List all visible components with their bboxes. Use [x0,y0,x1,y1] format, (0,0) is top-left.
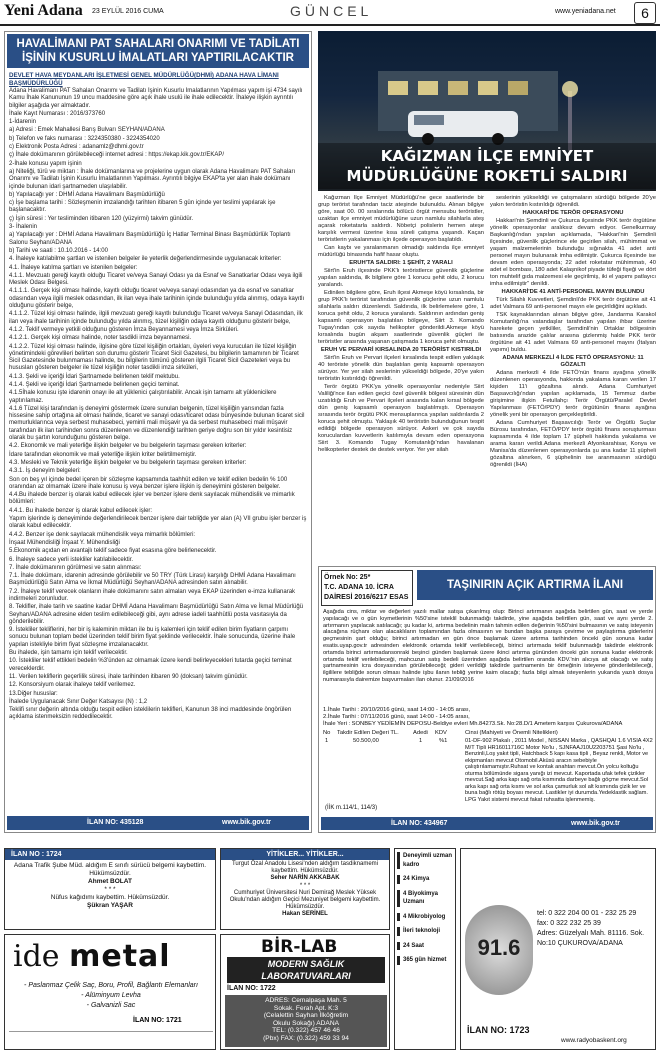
airport-subtitle: DEVLET HAVA MEYDANLARI İŞLETMESİ GENEL MÜDÜRLÜĞÜ(DHMİ) ADANA HAVA LİMANI BAŞMÜDÜRLÜĞÜ [9,72,279,87]
airport-body-paragraph: 4.1.1.2. Tüzel kişi olması halinde, ilgili mevzuatı gereği kayıtlı bulunduğu Ticaret ve/veya Sanayi Odasından, ilk ilan veya ihale tarihinin içinde bulunduğu yılda alınmış, tüzel kişiliğin odaya kayıtlı olduğunu gösterir belge, [9,311,303,325]
airport-body-paragraph: 4.3. Mesleki ve Teknik yeterliğe ilişkin belgeler ve bu belgelerin taşıması gereken kriterler: [9,459,247,466]
idemetal-brand2: metal [69,939,171,974]
birlab-ilan: İLAN NO: 1722 [227,985,276,992]
birlab-address-line: ADRES: Cemalpaşa Mah. 5 [265,997,347,1004]
airport-body-paragraph: 11. Verilen tekliflerin geçerlilik süresi, ihale tarihinden itibaren 90 (doksan) takvim günüdür. [9,673,248,680]
airport-body-paragraph: 10. İstekliler teklif ettikleri bedelin %3'ünden az olmamak üzere kendi belirleyecekleri tutarda geçici teminat vereceklerdir. [9,658,292,672]
news-paragraph: Terör örgütü PKK'ya yönelik operasyonlar nedeniyle Siirt Valiliği'nce ilan edilen geçici özel güvenlik bölgesi süresinin dün uzatıldığı Eruh ve Pervari ilçeleri arasında kalan kırsal bölgede dün geniş kapsamlı operasyon başlatılmıştı. Operasyon sırasında terör örgütü PKK mensuplarınca yapılan saldırılarda 2 koruca şehit olmuştu. Yaklaşık 40 teröristin bulunduğunun tespit edildiği bölgede operasyon sürüyor. Askeri ve çok sayıda koruculardan kuvvetlerin katılımıyla devam eden operasyona Siirt 3. Komando Tugay Komutanlığı'ndan havalanan helikopterler destek de destek veriyor. Yer yer silah [318,384,484,453]
airport-body-paragraph: 4.1.1. Mevzuatı gereği kayıtlı olduğu Ticaret ve/veya Sanayi Odası ya da Esnaf ve Sanatkarlar Odası veya ilgili Meslek Odası Belgesi. [9,272,303,287]
airport-body-paragraph: 7.1. İhale dokümanı, idarenin adresinde görülebilir ve 50 TRY (Türk Lirası) karşılığı DHMİ Adana Havalimanı Başmüdürlüğü Satın Alma ve İkmal Müdürlüğü Seyhan/ADANA adresinden satın alınabilir. [9,573,296,587]
airport-body-paragraph: 4.1.3. Şekli ve içeriği İdari Şartnamede belirlenen teklif mektubu. [9,373,180,380]
news-paragraph: Türk Silahlı Kuvvetleri, Şemdinli'de PKK terör örgütüne ait 41 adet Valmara 69 anti-personel mayın ele geçirildiğini açıkladı. [490,297,656,310]
airport-body-paragraph: 4.1.5İhale konusu işte idarenin onayı ile alt yüklenici çalıştırılabilir. Ancak işin tamamı alt yüklenicilere yaptırılamaz. [9,390,277,404]
news-paragraph: Siirt'in Eruh ilçesinde PKK'lı teröristlerce güvenlik güçlerine yapılan saldırıda, ilk bilgilere göre 1 korucu şehit oldu, 2 korucu yaralandı. [318,268,484,288]
birlab-address-line: (Celalettin Sayhan İlköğretim [263,1012,349,1020]
airport-title-line1: HAVALİMANI PAT SAHALARI ONARIMI VE TADİLATI [16,38,300,50]
radio-logo [465,905,533,995]
feature-item: 24 Saat [397,942,453,951]
ad-radio [460,848,656,1050]
kagizman-column-1 [318,195,484,559]
airport-body-paragraph: 4.4.1. Bu ihalede benzer iş olarak kabul edilecek işler: [9,507,153,514]
auction-case-line: T.C. ADANA 10. İCRA [324,584,394,591]
airport-ilan-bar [7,816,309,830]
news-paragraph: seslerinin yükseldiği ve çatışmaların sürdüğü bölgede 20'ye yakın teröristin kıstırıldığı öğrenildi. [490,195,656,208]
th-desc: Cinsi (Mahiyeti ve Önemli Nitelikleri) [465,730,558,736]
feature-item: 4 Mikrobiyolog [397,913,453,922]
feature-item: İleri teknoloji [397,927,453,936]
news-paragraph: TSK kaynaklarından alınan bilgiye göre, Jandarma Karakol Komutanlığı'na vatandaşlar tarafından yapılan ihbar üzerine harekete geçen yetkililer, Şemdinli'nin Ortaklar bölgesinin batısında arazide çalılar arasına gizlenmiş halde PKK terör örgütüne ait 41 adet Valmara 69 anti-personel mayını (İtalyan yapımı) buldu. [490,312,656,353]
newspaper-logo: Yeni Adana [4,2,83,19]
birlab-address-line: Sokak. Ferah Apt. K:3 [273,1004,339,1012]
td-kdv: %1 [439,738,448,744]
radio-web: www.radyobaskent.org [561,1037,627,1044]
subheading: ERUH VE PERVARİ KIRSALINDA 20 TERÖRİST KISTIRILDI [320,347,482,353]
idemetal-ilan: İLAN NO: 1721 [129,1015,213,1027]
airport-body-paragraph: c) İşe başlama tarihi : Sözleşmenin imzalandığı tarihten itibaren 5 gün içinde yer teslimi yapılarak işe başlanacaktır. [9,200,276,214]
idemetal-lines [5,981,217,1011]
birlab-sub [227,957,385,983]
feature-item: 365 gün hizmet [397,956,453,965]
airport-body-paragraph: c) Elektronik Posta Adresi : adanamlz@dhmi.gov.tr [9,144,144,151]
auction-case-line: DAİRESİ 2016/6217 ESAS [324,594,409,601]
kagizman-column-2 [490,195,656,559]
airport-body-paragraph: Son on beş yıl içinde bedel içeren bir sözleşme kapsamında taahhüt edilen ve teklif edilen bedelin % 100 oranından az olmamak üzere ihale konusu iş veya benzer işlere ilişkin iş deneyimini gösteren belgeler. [9,476,288,490]
kagizman-title-line2: MÜDÜRLÜĞÜNE ROKETLİ SALDIRI [346,167,628,185]
issue-date: 23 EYLÜL 2016 CUMA [92,8,164,15]
airport-body-paragraph: 4.1.1.1. Gerçek kişi olması halinde, kayıtlı olduğu ticaret ve/veya sanayi odasından ya da esnaf ve sanatkar odasından veya ilgili meslek odasından, ilk ilan veya ihale tarihinin içinde bulunduğu yılda alınmış, odaya kayıtlı olduğunu gösterir belge, [9,288,305,310]
airport-body-paragraph: 6. İhaleye sadece yerli istekliler katılabilecektir. [9,556,134,563]
airport-body-paragraph: a) Niteliği, türü ve miktarı : İhale dokümanlarına ve projelerine uygun olarak Adana Havalimanı PAT Sahaları Onarımı ve Tadilatı İşinin Kusurlu İmalatlarının Yapılması. Ayrıntılı bilgiye EKAP'ta yer alan ihale dokümanı içinde bulunan idari şartnameden ulaşılabilir. [9,168,296,190]
birlab-tel: TEL: (0.322) 457 46 46 [272,1027,340,1035]
notice-sep: * * * [299,882,311,889]
notice-1724-bar: İLAN NO : 1724 [5,849,215,860]
notice-text: Nüfus kağıdımı kaybettim. Hükümsüzdür. [50,894,170,901]
airport-body-paragraph: Adana Havalimanı PAT Sahaları Onarımı ve Tadilatı İşinin Kusurlu İmalatlarının Yapılması yapım işi 4734 sayılı Kamu İhale Kanununun 19 uncu maddesine göre açık ihale usulü ile ihale edilecektir. İhaleye ilişkin ayrıntılı bilgiler aşağıda yer almaktadır. [9,88,303,109]
idemetal-line: - Galvanizli Sac [86,1002,136,1009]
idemetal-logo [13,939,171,974]
auction-ilan-bar [321,817,653,830]
airport-body-paragraph: İnşaat Mühendisliği İnşaat Y. Mühendisliği [9,539,120,546]
airport-body-paragraph: İhalede Uygulanacak Sınır Değer Katsayısı (N) : 1,2 [9,698,148,705]
airport-body-paragraph: a) Adresi : Emek Mahallesi Barış Bulvarı SEYHAN/ADANA [9,127,165,134]
subheading: ADANA MERKEZLİ 4 İLDE FETÖ OPERASYONU: 11 GÖZALTI [502,355,644,368]
notice-1724 [4,848,216,930]
airport-body-paragraph: 13.Diğer hususlar: [9,690,58,697]
notice-sep: * * * [104,886,116,893]
notice-name: Hakan SERİNEL [282,911,328,918]
news-paragraph: Kağızman İlçe Emniyet Müdürlüğü'ne gece saatlerinde bir grup terörist tarafından taciz ateşinde bulunuldu. Alınan bilgiye göre, saat 00. 00 sıralarında bölücü örgüt mensubu teröristler, uzaktan ilçe emniyet müdürlüğüne uzun namlulu silahlarla ateş açarak roketatarla saldırdı. Nöbetçi polislerin hemen ateşe karşılık vermesi üzerine kısa süreli çatışma yaşandı. Kaçan teröristlerin yakalanması için ilçede operasyon başlatıldı. [318,195,484,243]
auction-place: İhale Yeri : SONBEY YEDİEMİN DEPOSU-Beldiye evleri Mh.84273.Sk. No:28.D/1 Ametem karşısı Çukurova/ADANA [323,720,623,727]
auction-case-box [321,570,413,606]
birlab-address [225,995,387,1047]
notice-text: Turgut Özal Anadolu Lisesi'nden aldığım tasdiknamemi kaybettim. Hükümsüzdür. [231,861,378,875]
birlab-name: BİR-LAB [261,937,338,957]
feature-item: 24 Kimya [397,875,453,884]
ad-birlab [220,934,390,1050]
td-value: 50.500,00 [353,738,379,744]
airport-body-paragraph: İdare tarafından ekonomik ve mali yeterliğe ilişkin kriter belirtilmemiştir. [9,451,197,458]
airport-body-paragraph: 7.2. İhaleye teklif verecek olanların ihale dokümanını satın almaları veya EKAP üzerinden e-imza kullanarak indirmeleri zorunludur. [9,588,296,602]
airport-body-paragraph: 4.4.Bu ihalede benzer iş olarak kabul edilecek işler ve benzer işlere denk sayılacak mühendislik ve mimarlık bölümleri: [9,492,295,506]
feature-item: Deneyimli uzman kadro [397,852,453,869]
auction-date-2: 2.İhale Tarihi : 07/11/2016 günü, saat 14:00 - 14:05 arası, [323,713,470,720]
idemetal-line: - Paslanmaz Çelik Saç, Boru, Profil, Bağlantı Elemanları [24,982,198,989]
auction-footnote: (İİK m.114/1, 114/3) [325,805,378,811]
airport-body-paragraph: a) Yapılacağı yer : DHMİ Adana Havalimanı Başmüdürlüğü İç Hatlar Terminal Binası Başmüdürlük Toplantı Salonu Seyhan/ADANA [9,232,291,246]
radio-address: Adres: Güzelyalı Mah. 81116. Sok. No:10 ÇUKUROVA/ADANA [537,930,645,947]
airport-body-paragraph: 9. İstekliler tekliflerini, her bir iş kaleminin miktarı ile bu iş kalemleri için teklif edilen birim fiyatların çarpımı sonucu bulunan toplam bedel üzerinden teklif birim fiyat şeklinde verilecektir. İhale sonucunda, üzerine ihale yapılan istekliyle birim fiyat sözleşme imzalanacaktır. [9,627,296,648]
radio-frequency: 91.6 [477,935,521,960]
airport-body-paragraph: b) Yapılacağı yer : DHMİ Adana Havalimanı Başmüdürlüğü [9,191,165,198]
auction-date-1: 1.İhale Tarihi : 20/10/2016 günü, saat 14:00 - 14:05 arası, [323,707,471,713]
airport-web: www.bik.gov.tr [222,819,272,826]
notice-text: Adana Trafik Şube Müd. aldığım E sınıfı sürücü belgemi kaybettim. Hükümsüzdür. [13,862,207,877]
airport-body-paragraph: 12. Konsorsiyum olarak ihaleye teklif verilemez. [9,682,136,689]
kagizman-headline [318,143,656,189]
ad-features [394,848,456,1050]
airport-body-paragraph: b) Telefon ve faks numarası : 3224350380 - 3224354020 [9,135,160,142]
notice-name: Seher NARİN AKKABAK [270,875,340,882]
notice-name: Ahmet BOLAT [88,878,132,885]
td-no: 1 [325,738,329,744]
ad-idemetal [4,934,216,1050]
subheading: HAKKARİ'DE TERÖR OPERASYONU [522,210,624,216]
airport-body-paragraph: Yapım işlerinde iş deneyiminde değerlendirilecek benzer işlere dair tebliğde yer alan (A) VII grubu işler benzer iş olarak kabul edilecektir. [9,516,307,530]
notice-yitikler [220,848,390,930]
subheading: ERUH'TA SALDIRI: 1 ŞEHİT, 2 YARALI [349,260,453,266]
auction-vehicle-desc: 01-DF-902 Plakalı , 2011 Model , NISSAN Marka , QASHQAI 1.6 VISIA 4X2 M/T Tipli HR16011716C Motor No'lu , SJNFAAJ10U2203751 Şasi No'lu , Benzinli,Loş yakıt tipli, Hatchback 5 kapı kasa tipli , Beyaz renkli, Motor ve ekipmanları mevcut Otomobil.Aküsü aracın sebebiyle çalıştırılamamıştır.Ruhsat ve kontak anahtarı mevcut.Ön yolcu koltuğu oturma bölümünde sigara yanığı izi mevcut. Kaportada ufak tefek çizikler mevcut.Sağ arka kapı sağ orta kısmında darbeye bağlı göçme mevcut.Sol arka kapı sağ orta kısmı ve sol arka çamurluk sol alt kısmında çizik ler ve buna bağlı rötüş boyası mevcut. Lastikler iyi durumda.Yedeklastik sağlam. LPG Yakıt sistemi mevcut fakat ruhsatta işlenmemiş. [465,738,653,803]
airport-body-paragraph: 7. İhale dokümanının görülmesi ve satın alınması: [9,564,142,571]
airport-body-paragraph: b) Tarihi ve saati : 10.10.2016 - 14:00 [9,247,108,254]
auction-case-line: Örnek No: 25* [324,574,371,581]
airport-body-paragraph: 4. İhaleye katılabilme şartları ve istenilen belgeler ile yeterlik değerlendirmesinde uygulanacak kriterler: [9,256,282,263]
airport-title-line2: İŞİNİN KUSURLU İMALATLARI YAPTIRILACAKTIR [22,52,294,64]
airport-body-paragraph: 2-İhale konusu yapım işinin [9,160,82,167]
airport-body-paragraph: 4.2. Ekonomik ve mali yeterliğe ilişkin belgeler ve bu belgelerin taşıması gereken kriterler: [9,443,247,450]
idemetal-brand1: ide [13,939,60,974]
radio-contact [537,909,653,949]
airport-body-paragraph: 4.3.1. İş deneyim belgeleri: [9,468,81,475]
subheading: HAKKARİ'DE 41 ANTİ-PERSONEL MAYIN BULUNDU [501,289,645,295]
airport-notice [4,31,312,833]
airport-title [7,34,309,68]
airport-body-paragraph: Bu ihalede, işin tamamı için teklif verilecektir. [9,650,128,657]
airport-body-paragraph: ç) İşin süresi : Yer tesliminden itibaren 120 (yüzyirmi) takvim günüdür. [9,215,194,222]
page-number: 6 [634,2,656,24]
auction-dates [323,707,653,727]
auction-notice [318,566,656,833]
yitikler-bar: YİTİKLER... YİTİKLER... [221,849,389,860]
birlab-sub2: LABORATUVARLARI [261,971,351,981]
auction-title: TAŞINIRIN AÇIK ARTIRMA İLANI [417,570,653,600]
idemetal-line: - Alüminyum Levha [81,992,141,999]
website: www.yeniadana.net [555,8,616,15]
radio-ilan: İLAN NO: 1723 [467,1025,530,1035]
birlab-sub1: MODERN SAĞLIK [267,959,345,969]
th-no: No [323,730,331,736]
airport-body-paragraph: 4.1.6 Tüzel kişi tarafından iş deneyimi göstermek üzere sunulan belgenin, tüzel kişiliğin yarısından fazla hissesine sahip ortağına ait olması halinde, ticaret ve sanayi odası/ticaret odası bünyesinde bulunan ticaret sicil memurluklarınca veya serbest muhasebeci, yeminli mali müşavir ya da serbest muhasebeci mali müşavir tarafından ilk ilan tarihinden sonra düzenlenen ve düzenlendiği tarihten geriye doğru son bir yıldır kesintisiz olarak bu şartın korunduğunu gösteren belge. [9,405,305,442]
airport-body-paragraph: Teklifi sınır değerin altında olduğu tespit edilen isteklilerin teklifleri, Kanunun 38 inci maddesinde öngörülen açıklama istenmeksizin reddedilecektir. [9,707,292,721]
auction-ilan-no: İLAN NO: 434967 [391,820,448,827]
birlab-address-line: Okulu Sokağı) ADANA [273,1019,339,1027]
news-photo [318,31,656,191]
section-title: GÜNCEL [290,3,373,19]
news-paragraph: Hakkari'nin Şemdinli ve Çukurca ilçesinde PKK terör örgütüne yönelik operasyonlar aralıksız devam ediyor. Genelkurmay Başkanlığı'ndan yapılan açıklamada, "Hakkari'nin Şemdinli ilçesinde, güvenlik güçlerince ele geçirilen silah, mühimmat ve yaşam malzemelerinin bulunduğu sığınakta 41 adet anti personel mayın bulunarak imha edilmiştir. Çukurca ilçesinde ise devam eden operasyonda; 22 adet roketatar mühimmatı, 40 adet el bombası, 180 adet Kalaşnikof piyade tüfeği fişeği ve dört ton muhtelif gıda malzemesi ele geçirilmiş, iki el yapımı patlayıcı imha edilmiştir" denildi. [490,218,656,287]
notice-name: Şükran YAŞAR [87,902,133,909]
news-paragraph: Can kaybı ve yaralanmanın olmadığı saldırıda ilçe emniyet müdürlüğü binasında hafif hasar oluştu. [318,245,484,258]
auction-body: Aşağıda cins, miktar ve değerleri yazılı mallar satışa çıkarılmış olup: Birinci artırmanın aşağıda belirtilen gün, saat ve yerde yapılacağı ve o gün kıymetlerinin %50'sine isteklil bulunmadığı takdirde, yine aşağıda belirtilen gün, saat ve aynı yerde 2. artırmanın yapılacak satılacağı; şu kadar ki, artırma bedelinin malın tahmin edilen değerinin %50'sini bulmasının ve satış isteyenin alacağına rüçhanı olan alacaklıların toplamından fazla olmasının ve bundan başka paraya çevirme ve paylaştırma giderlerini geçmesinin şart olduğu; birinci artırmadan en gün önce başlamak üzere artırma tarihinden önceki gün sonuna kadar esatis.uyap.gov.tr adresinden elektronik ortamda teklif verilebileceği, birinci artırmada teklif bulunmadığı takdirde elektronik ortamda birinci artırmadansonraki beşinci günden başlamak üzere ikinci artırma gününden önceki gün sonuna kadar elektronik ortamda teklif verilebileceği, mahcuzun satış bedeli üzerinden aşağıda belirtilen oranda KDV.'nin alıcıya ait olacağı ve satış şartnamesinin icra dosyasından görülebileceği; gideri verildiği takdirde şartnamenin bir örneğinin isteyene gönderilebileceği, ilgililere tebliğde sorun olması halinde işbu ilanın tebliğ yerine kaim olacağı; fazla bilgi almak isteyenlerin yukarıda yazılı dosya numarasıyla dairemize başvurmaları ilan olunur. 21/09/2016 [323,609,653,683]
airport-body [5,87,311,819]
news-paragraph: Adana Cumhuriyet Başsavcılığı Terör ve Örgütlü Suçlar Bürosu tarafından, FETÖ/PDY terör örgütü finans soruşturması kapsamında 4 ilde toplam 17 şüpheli hakkında yakalama ve arama kararı verildi.Adana merkezli Afyonkarahisar, Konya ve Manisa'da düzenlenen operasyonlarda şu ana kadar 11 şüpheli gözaltına alınırken, 6 şüphelinin ise aranmasının sürdüğü öğrenildi (İHA) [490,420,656,468]
feature-item: 4 Biyokimya Uzmanı [397,890,453,907]
airport-body-paragraph: 4.1.2.2. Tüzel kişi olması halinde, ilgisine göre tüzel kişiliğin ortakları, üyeleri veya kurucuları ile tüzel kişiliğin yönetimindeki görevlileri belirten son durumu gösterir Ticaret Sicil Gazetesi, bu bilgilerin tamamının bir Ticaret Sicil Gazetesinde bulunmaması halinde, bu bilgilerin tümünü gösteren ilgili Ticaret Sicil Gazeteleri veya bu hususları gösteren belgeler ile tüzel kişiliğin noter tasdikli imza sirküleri, [9,343,299,372]
idemetal-contact-strip [9,1031,213,1047]
airport-body-paragraph: 4.1.2. Teklif vermeye yetkili olduğunu gösteren İmza Beyannamesi veya İmza Sirküleri. [9,326,239,333]
news-paragraph: Siirt'in Eruh ve Pervari ilçeleri kırsalında tespit edilen yaklaşık 40 teröriste yönelik dün başlatılan geniş kapsamlı operasyon sürüyor. Yer yer silah seslerinin yükseldiği bölgede, 20'ye yakın teröristin kıstırıldığı öğrenildi. [318,355,484,382]
airport-body-paragraph: 4.1.2.1. Gerçek kişi olması halinde, noter tasdikli imza beyannamesi. [9,335,192,342]
airport-body-paragraph: 8. Teklifler, ihale tarih ve saatine kadar DHMİ Adana Havalimanı Başmüdürlüğü Satın Alma ve İkmal Müdürlüğü Seyhan/ADANA adresine elden teslim edilebileceği gibi, aynı adrese iadeli taahhütlü posta vasıtasıyla da gönderilebilir. [9,604,304,625]
airport-body-paragraph: 4.1. İhaleye katılma şartları ve istenilen belgeler: [9,264,138,271]
airport-ilan-no: İLAN NO: 435128 [87,819,144,826]
airport-body-paragraph: 3- İhalenin [9,224,38,231]
td-count: 1 [419,738,423,744]
airport-body-paragraph: 1-İdarenin [9,119,37,126]
airport-body-paragraph: 4.1.4. Şekli ve içeriği İdari Şartnamede belirlenen geçici teminat. [9,381,180,388]
radio-tel: tel: 0 322 204 00 01 - 232 25 29 [537,910,637,917]
notice-text: Cumhuriyet Üniversitesi Nuri Demirağ Meslek Yüksek Okulu'ndan aldığım Geçici Mezuniyet belgemi kaybettim. Hükümsüzdür. [229,889,381,911]
airport-body-paragraph: ç) İhale dokümanının görülebileceği internet adresi : https://ekap.kik.gov.tr/EKAP/ [9,152,225,159]
airport-body-paragraph: 5.Ekonomik açıdan en avantajlı teklif sadece fiyat esasına göre belirlenecektir. [9,548,217,555]
airport-body-paragraph: İhale Kayıt Numarası : 2016/373760 [9,110,106,117]
radio-fax: fax: 0 322 232 25 39 [537,920,601,927]
airport-body-paragraph: 4.4.2. Benzer işe denk sayılacak mühendislik veya mimarlık bölümleri: [9,531,196,538]
kagizman-title-line1: KAĞIZMAN İLÇE EMNİYET [380,147,594,165]
th-kdv: KDV [435,730,447,736]
birlab-fax: (Pbx) FAX: (0.322) 459 33 94 [263,1034,349,1042]
th-count: Adedi [413,730,428,736]
news-paragraph: Adana merkezli 4 ilde FETÖ'nün finans ayağına yönelik düzenlenen operasyonda, hakkında yakalama kararı verilen 17 kişiden 11'i gözaltına alındı. Adana Cumhuriyet Başsavcılığı'ndan yapılan açıklamada, 15 Temmuz darbe girişimine ilişkin Fetullahçı Terör Örgütü/Paralel Devlet Yapılanması (FETÖ/PDY) terör örgütünün finans ayağına yönelik yeni bir operasyon gerçekleştirildi. [490,370,656,418]
auction-web: www.bik.gov.tr [571,820,621,827]
th-value: Takdir Edilen Değeri TL. [337,730,399,736]
news-paragraph: Edinilen bilgilere göre, Eruh ilçesi Akmeşe köyü kırsalında, bir grup PKK'lı terörist tarafından güvenlik güçlerine uzun namlulu silahlarla saldırı düzenlendi. Saldırıda, ilk belirlemelere göre, 1 koruca şehit oldu, 2 koruca yaralandı. Saldırının ardından geniş kapsamlı operasyon başlatılan bölgeye, Siirt 3. Komando Tugay'ından çok sayıda helikopter gönderildi.Akmeşe köyü kırsalında bugün akşam saatlerinde güvenlik güçleri ile teröristler arasında yaşanan çatışmada 1 koruca şehit olmuştu. [318,290,484,345]
